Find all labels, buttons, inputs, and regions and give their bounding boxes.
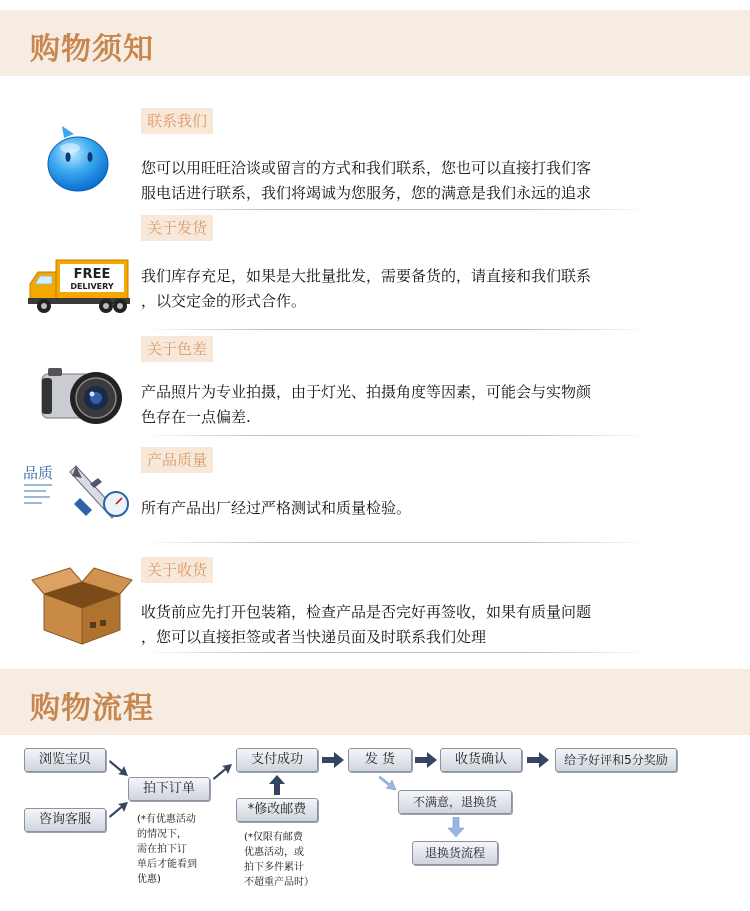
tag-color-difference: 关于色差: [141, 336, 213, 362]
note-line: (*仅限有邮费: [244, 832, 303, 843]
quality-label: 品质: [23, 464, 54, 482]
arrow-down-right-icon: [378, 774, 398, 792]
shipping-description: [141, 264, 661, 314]
flow-unsatisfied-button[interactable]: 不满意，退换货: [398, 790, 512, 814]
note-line: 需在拍下订: [137, 844, 187, 855]
desc-line: 色存在一点偏差.: [141, 408, 251, 426]
note-line: 的情况下，: [137, 829, 187, 840]
flow-consult-button[interactable]: 咨询客服: [24, 808, 106, 832]
desc-line: 我们库存充足，如果是大批量批发，需要备货的，请直接和我们联系: [141, 267, 592, 285]
delivery-truck-icon: [26, 256, 132, 320]
note-line: 单后才能看到: [137, 859, 197, 870]
caliper-icon: [20, 458, 132, 530]
flow-receive-confirm-button[interactable]: 收货确认: [440, 748, 522, 772]
desc-line: 收货前应先打开包装箱，检查产品是否完好再签收，如果有质量问题: [141, 603, 592, 621]
flow-order-button[interactable]: 拍下订单: [128, 777, 210, 801]
tag-shipping: 关于发货: [141, 215, 213, 241]
divider: [141, 209, 651, 210]
truck-delivery-text: DELIVERY: [70, 282, 114, 291]
tag-receiving: 关于收货: [141, 557, 213, 583]
camera-icon: [40, 364, 126, 430]
cardboard-box-icon: [30, 564, 134, 650]
arrow-right-icon: [322, 752, 344, 768]
desc-line: 所有产品出厂经过严格测试和质量检验。: [141, 499, 412, 517]
arrow-up-icon: [269, 775, 285, 795]
arrow-up-right-icon: [212, 762, 234, 782]
section-title: 购物流程: [30, 691, 154, 726]
note-line: 优惠): [137, 874, 161, 885]
order-note: [137, 812, 197, 887]
desc-line: 您可以用旺旺洽谈或留言的方式和我们联系，您也可以直接打我们客: [141, 159, 592, 177]
receiving-description: [141, 600, 661, 650]
note-line: 不超重产品时）: [244, 877, 314, 888]
tag-quality: 产品质量: [141, 447, 213, 473]
note-line: 优惠活动，或: [244, 847, 304, 858]
color-description: [141, 380, 661, 430]
arrow-right-icon: [527, 752, 549, 768]
modify-postage-note: [244, 830, 314, 890]
divider: [141, 435, 651, 436]
wangwang-mascot-icon: [44, 124, 116, 198]
flow-pay-button[interactable]: 支付成功: [236, 748, 318, 772]
truck-free-text: FREE: [73, 267, 111, 282]
flow-ship-button[interactable]: 发 货: [348, 748, 412, 772]
process-banner: [0, 669, 750, 735]
desc-line: 服电话进行联系，我们将竭诚为您服务，您的满意是我们永远的追求: [141, 184, 592, 202]
arrow-down-right-icon: [108, 758, 130, 778]
flow-review-button[interactable]: 给予好评和5分奖励: [555, 748, 677, 772]
desc-line: ，您可以直接拒签或者当快递员面及时联系我们处理: [141, 628, 487, 646]
arrow-up-right-icon: [108, 800, 130, 820]
divider: [141, 329, 651, 330]
desc-line: 产品照片为专业拍摄，由于灯光、拍摄角度等因素，可能会与实物颜: [141, 383, 592, 401]
notice-banner: [0, 10, 750, 76]
flow-return-process-button[interactable]: 退换货流程: [412, 841, 498, 865]
flow-browse-button[interactable]: 浏览宝贝: [24, 748, 106, 772]
divider: [141, 542, 651, 543]
note-line: (*有优惠活动: [137, 814, 196, 825]
contact-description: [141, 156, 661, 206]
arrow-right-icon: [415, 752, 437, 768]
quality-description: [141, 496, 661, 521]
desc-line: ，以交定金的形式合作。: [141, 292, 307, 310]
note-line: 拍下多件累计: [244, 862, 304, 873]
arrow-down-icon: [448, 817, 464, 837]
tag-contact-us: 联系我们: [141, 108, 213, 134]
flow-modify-postage-button[interactable]: *修改邮费: [236, 798, 318, 822]
section-title: 购物须知: [30, 32, 154, 67]
divider: [141, 652, 651, 653]
